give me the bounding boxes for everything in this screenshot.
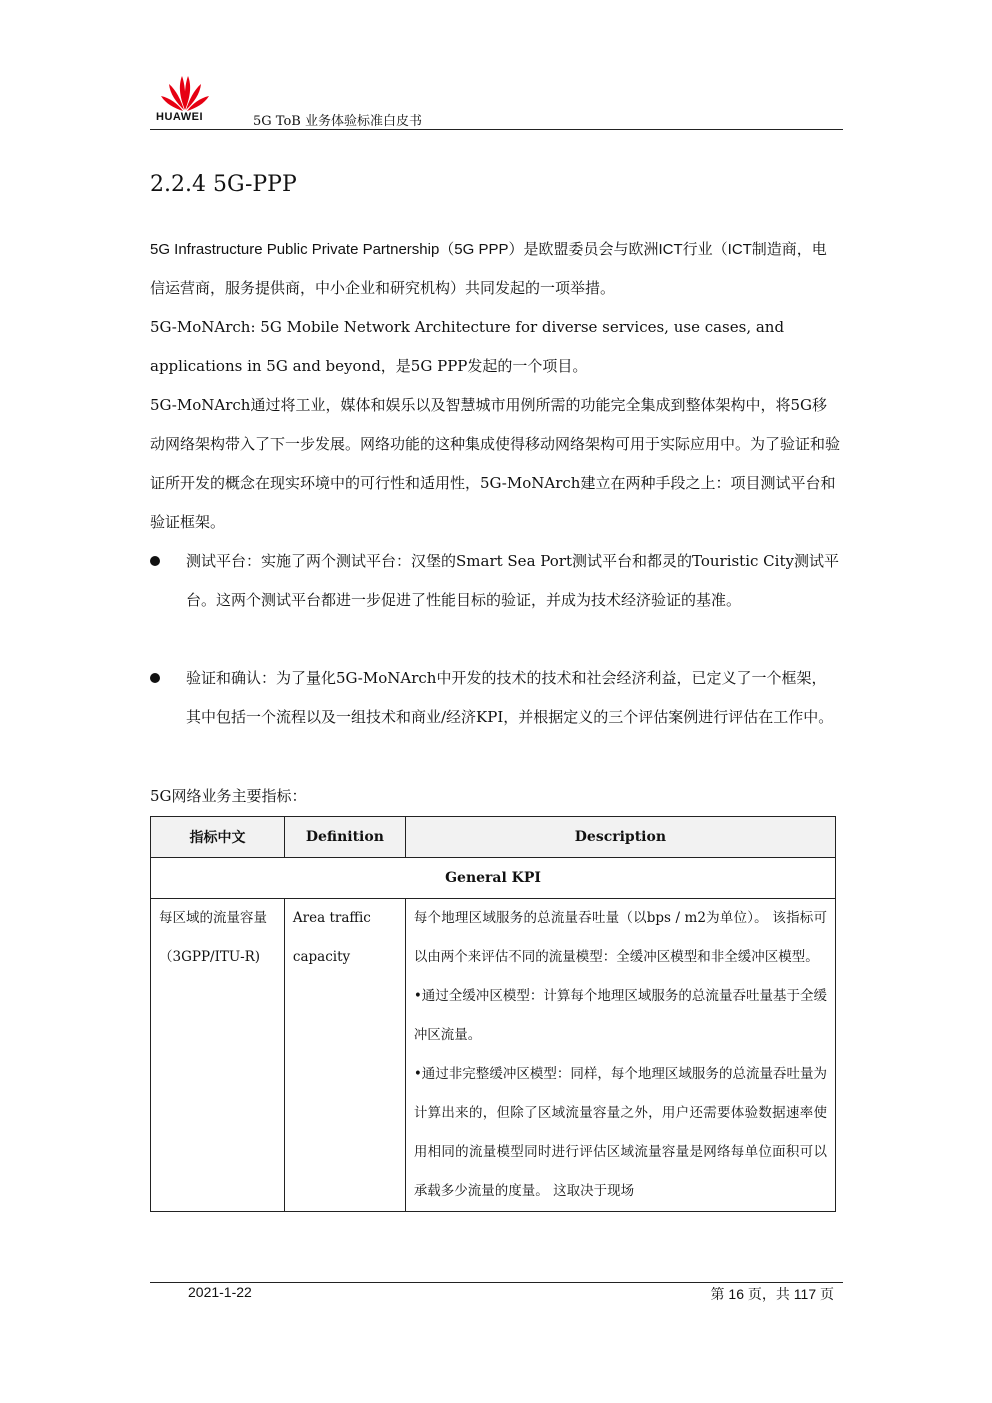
group-label: General KPI bbox=[151, 858, 836, 899]
column-header-cn: 指标中文 bbox=[151, 817, 285, 858]
bullet-dot-icon bbox=[150, 673, 160, 683]
table-row bbox=[151, 899, 836, 1212]
table-intro: 5G网络业务主要指标： bbox=[150, 787, 307, 805]
bullet-verification bbox=[150, 659, 840, 737]
cell-definition: Area traffic capacity bbox=[284, 899, 405, 1212]
description-paragraph: •通过全缓冲区模型：计算每个地理区域服务的总流量吞吐量基于全缓冲区流量。 bbox=[413, 988, 827, 1043]
paragraph-monarch-description: 5G-MoNArch通过将工业，媒体和娱乐以及智慧城市用例所需的功能完全集成到整体架构中，将5G移动网络架构带入了下一步发展。网络功能的这种集成使得移动网络架构可用于实际应用中。为了验证和验证所开发的概念在现实环境中的可行性和适用性，5G-MoNArch建立在两种手段之上：项目测试平台和验证框架。 bbox=[150, 396, 841, 531]
footer-page-number: 第 16 页，共 117 页 bbox=[710, 1286, 834, 1302]
footer-divider bbox=[150, 1282, 843, 1283]
column-header-definition: Definition bbox=[284, 817, 405, 858]
description-paragraph: •通过非完整缓冲区模型：同样，每个地理区域服务的总流量吞吐量为计算出来的，但除了区域流量容量之外，用户还需要体验数据速率使用相同的流量模型同时进行评估区域流量容量是网络每单位面积可以承载多少流量的度量。 这取决于现场 bbox=[413, 1066, 827, 1199]
cell-description bbox=[405, 899, 835, 1212]
paragraph-5g-ppp-intro: 5G Infrastructure Public Private Partnership（5G PPP）是欧盟委员会与欧洲ICT行业（ICT制造商，电信运营商，服务提供商，中小企业和研究机构）共同发起的一项举措。 bbox=[150, 241, 827, 297]
table-group-row bbox=[151, 858, 836, 899]
section-heading: 2.2.4 5G-PPP bbox=[150, 172, 297, 197]
column-header-description: Description bbox=[405, 817, 835, 858]
bullet-test-platform bbox=[150, 542, 840, 620]
kpi-table bbox=[150, 816, 836, 1212]
footer-date: 2021-1-22 bbox=[188, 1284, 252, 1300]
paragraph-monarch-definition: 5G-MoNArch: 5G Mobile Network Architecture for diverse services, use cases, and applications in 5G and beyond，是5G PPP发起的一个项目。 bbox=[150, 318, 785, 375]
bullet-text: 测试平台：实施了两个测试平台：汉堡的Smart Sea Port测试平台和都灵的Touristic City测试平台。这两个测试平台都进一步促进了性能目标的验证，并成为技术经济验证的基准。 bbox=[186, 552, 839, 609]
document-header-title: 5G ToB 业务体验标准白皮书 bbox=[253, 114, 422, 129]
bullet-text: 验证和确认：为了量化5G-MoNArch中开发的技术的技术和社会经济利益，已定义了一个框架，其中包括一个流程以及一组技术和商业/经济KPI，并根据定义的三个评估案例进行评估在工作中。 bbox=[186, 669, 834, 726]
cell-cn-name: 每区域的流量容量（3GPP/ITU-R) bbox=[151, 899, 285, 1212]
logo-wordmark: HUAWEI bbox=[156, 111, 203, 123]
table-header-row bbox=[151, 817, 836, 858]
bullet-dot-icon bbox=[150, 556, 160, 566]
description-paragraph: 每个地理区域服务的总流量吞吐量（以bps / m2为单位）。 该指标可以由两个来评估不同的流量模型：全缓冲区模型和非全缓冲区模型。 bbox=[413, 910, 827, 965]
header-divider bbox=[150, 129, 843, 130]
